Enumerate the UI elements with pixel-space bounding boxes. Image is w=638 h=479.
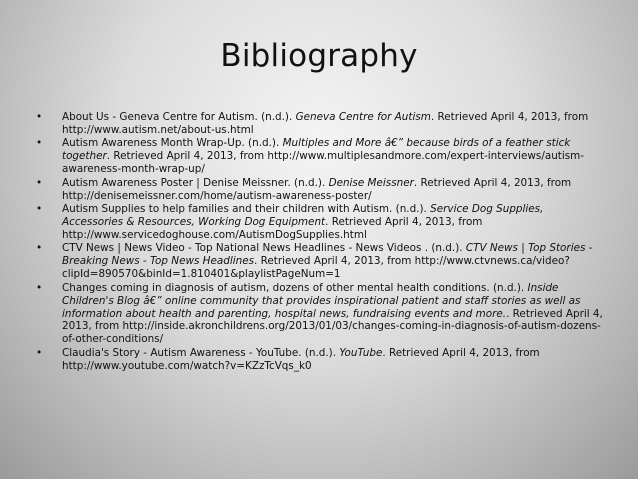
bibliography-entry [36,137,606,176]
entry-source: YouTube [339,346,383,359]
entry-retrieval: . Retrieved April 4, 2013, from http://www.servicedoghouse.com/AutismDogSupplies.html [62,216,483,241]
bullet: • [36,111,43,123]
entry-source: Multiples and More â€” because birds of a feather stick together [62,137,571,163]
entry-retrieval: . Retrieved April 4, 2013, from http://www.youtube.com/watch?v=KZzTcVqs_k0 [62,346,540,372]
entry-retrieval: . Retrieved April 4, 2013, from http://www.multiplesandmore.com/expert-interviews/autism-awareness-month-wrap-up/ [62,150,585,176]
entry-text: Changes coming in diagnosis of autism, dozens of other mental health conditions. (n.d.). [62,281,528,294]
entry-text: Autism Awareness Poster | Denise Meissner. (n.d.). [62,176,329,189]
entry-source: CTV News | Top Stories - Breaking News - Top News Headlines [62,242,593,268]
entry-source: Geneva Centre for Autism [295,111,431,123]
entry-text: CTV News | News Video - Top National News Headlines - News Videos . (n.d.). [62,242,466,255]
entry-text: About Us - Geneva Centre for Autism. (n.d.). [62,111,296,123]
entry-text: Claudia's Story - Autism Awareness - YouTube. (n.d.). [62,346,340,359]
bibliography-entry [36,203,606,242]
entry-retrieval: . Retrieved April 4, 2013, from http://www.ctvnews.ca/video?clipId=890570&binId=1.810401&playlistPageNum=1 [62,255,570,281]
bullet: • [36,281,43,294]
bibliography-entry [36,347,606,373]
entry-retrieval: . Retrieved April 4, 2013, from http://inside.akronchildrens.org/2013/01/03/changes-coming-in-diagnosis-of-autism-dozens-of-other-conditions/ [62,307,603,346]
slide-title: Bibliography [220,38,418,74]
bibliography-entry [36,242,606,281]
entry-retrieval: . Retrieved April 4, 2013, from http://www.autism.net/about-us.html [62,111,589,136]
entry-source: Service Dog Supplies, Accessories & Resources, Working Dog Equipment [62,203,544,229]
entry-source: Denise Meissner [328,176,414,189]
entry-text: Autism Supplies to help families and their children with Autism. (n.d.). [62,203,431,216]
bibliography-entry [36,177,606,203]
bibliography-entry [36,282,606,347]
entry-text: Autism Awareness Month Wrap-Up. (n.d.). [62,137,283,150]
bullet: • [36,176,43,189]
bullet: • [36,242,43,255]
entry-retrieval: . Retrieved April 4, 2013, from http://denisemeissner.com/home/autism-awareness-poster/ [62,176,572,202]
bibliography-list [36,111,606,373]
bullet: • [36,203,43,216]
bullet: • [36,346,43,359]
entry-source: Inside Children's Blog â€” online community that provides inspirational patient and staff stories as well as information about health and parenting, hospital news, fundraising events and more. [62,281,581,320]
bibliography-entry [36,111,606,137]
bullet: • [36,137,43,150]
